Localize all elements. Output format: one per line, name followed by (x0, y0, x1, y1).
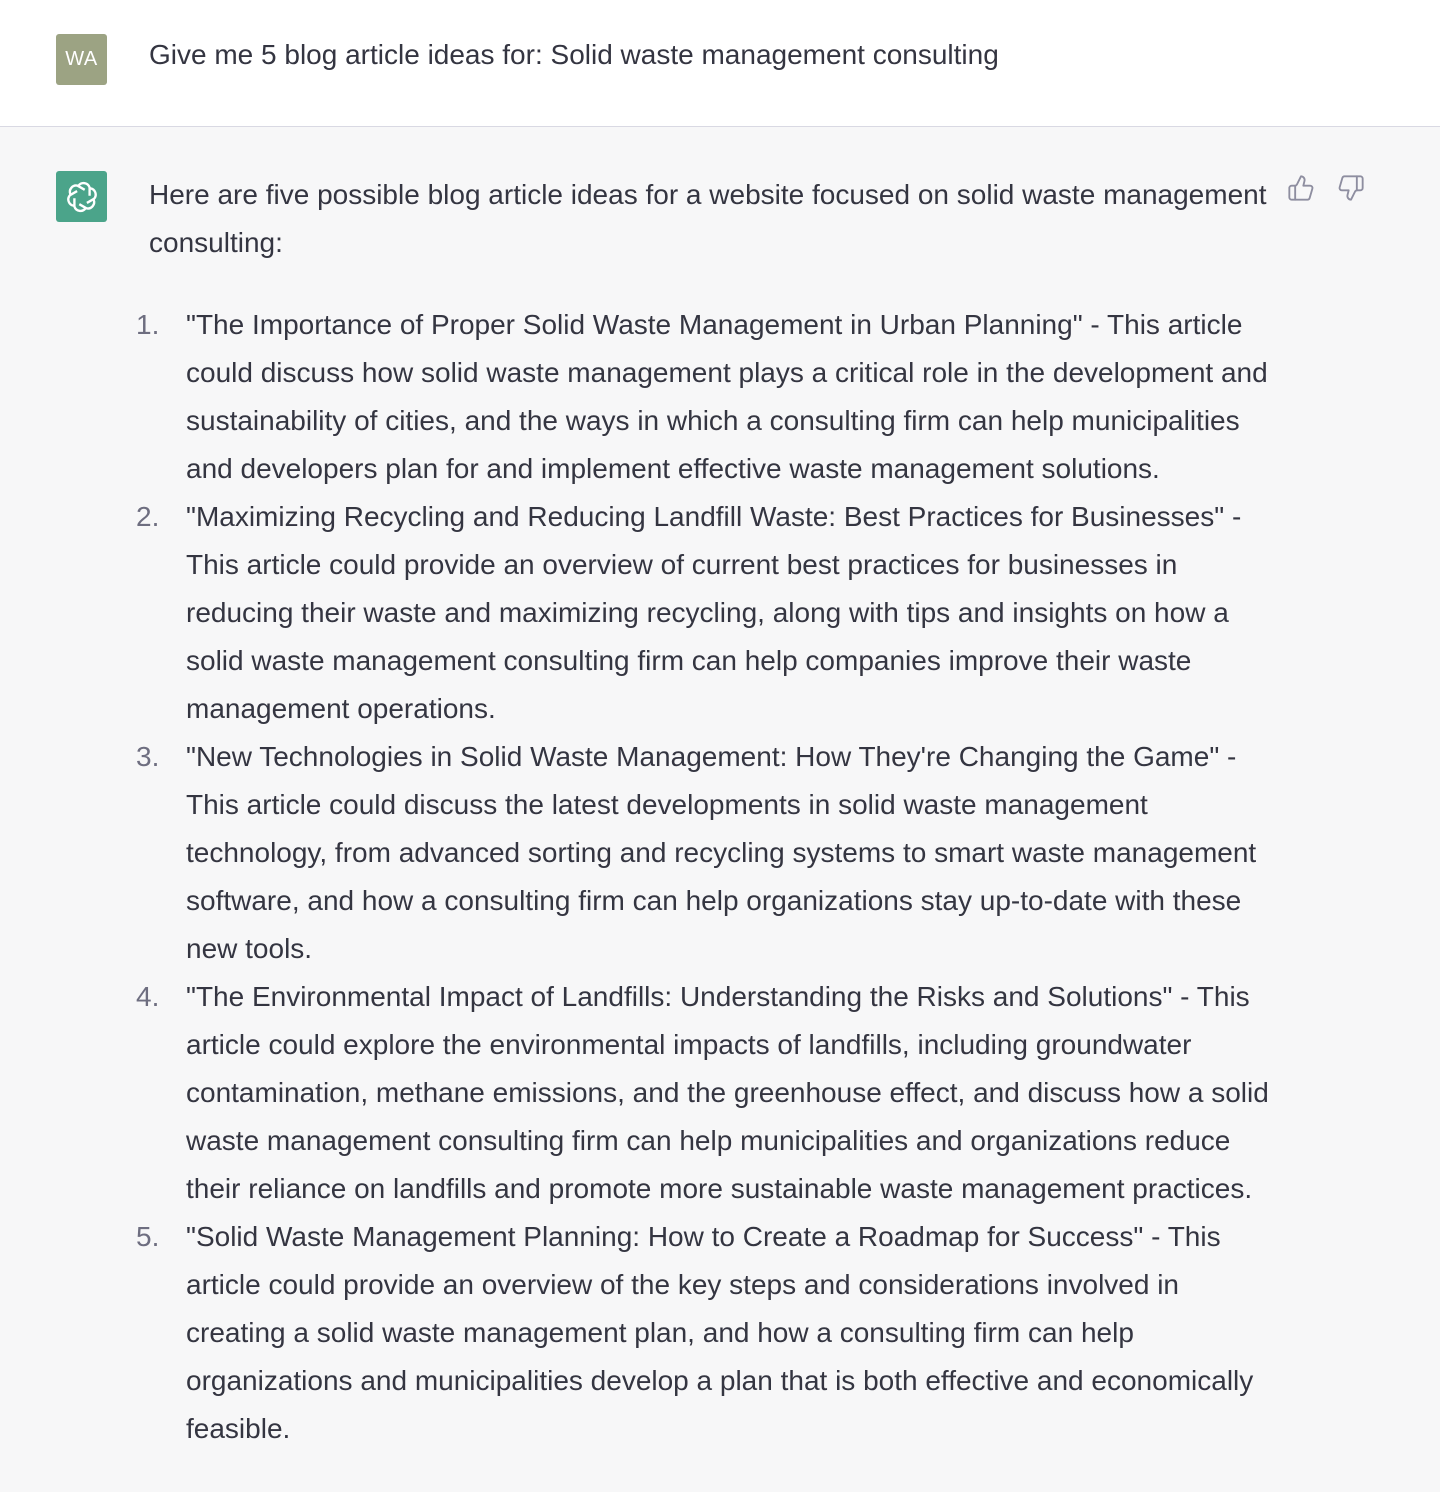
list-number: 5. (136, 1221, 160, 1252)
thumbs-up-icon (1287, 173, 1315, 203)
list-item (136, 973, 1274, 1213)
feedback-buttons (1286, 171, 1366, 205)
list-number: 4. (136, 981, 160, 1012)
list-item-text: "The Importance of Proper Solid Waste Management in Urban Planning" - This article could discuss how solid waste management plays a critical role in the development and sustainability of cities, and the ways in which a consulting firm can help municipalities and developers plan for and implement effective waste management solutions. (186, 309, 1268, 484)
idea-list (136, 301, 1274, 1453)
thumbs-up-button[interactable] (1286, 171, 1316, 205)
assistant-intro: Here are five possible blog article ideas for a website focused on solid waste management consulting: (149, 179, 1267, 258)
list-number: 1. (136, 309, 160, 340)
assistant-message-content (136, 171, 1274, 1453)
list-item-text: "Maximizing Recycling and Reducing Landfill Waste: Best Practices for Businesses" - This article could provide an overview of current best practices for businesses in reducing their waste and maximizing recycling, along with tips and insights on how a solid waste management consulting firm can help companies improve their waste management operations. (186, 501, 1242, 724)
list-item (136, 733, 1274, 973)
thumbs-down-icon (1337, 173, 1365, 203)
list-number: 2. (136, 501, 160, 532)
thumbs-down-button[interactable] (1336, 171, 1366, 205)
list-item (136, 1213, 1274, 1453)
user-message-row (0, 0, 1440, 127)
user-avatar: WA (56, 34, 107, 85)
list-item (136, 493, 1274, 733)
openai-logo-icon (63, 178, 101, 216)
user-message-text: Give me 5 blog article ideas for: Solid waste management consulting (149, 39, 999, 70)
list-item-text: "The Environmental Impact of Landfills: Understanding the Risks and Solutions" - This article could explore the environmental impacts of landfills, including groundwater contamination, methane emissions, and the greenhouse effect, and discuss how a solid waste management consulting firm can help municipalities and organizations reduce their reliance on landfills and promote more sustainable waste management practices. (186, 981, 1269, 1204)
list-item-text: "Solid Waste Management Planning: How to Create a Roadmap for Success" - This article could provide an overview of the key steps and considerations involved in creating a solid waste management plan, and how a consulting firm can help organizations and municipalities develop a plan that is both effective and economically feasible. (186, 1221, 1254, 1444)
list-item (136, 301, 1274, 493)
assistant-message-row (0, 127, 1440, 1492)
list-number: 3. (136, 741, 160, 772)
assistant-avatar (56, 171, 107, 222)
list-item-text: "New Technologies in Solid Waste Management: How They're Changing the Game" - This article could discuss the latest developments in solid waste management technology, from advanced sorting and recycling systems to smart waste management software, and how a consulting firm can help organizations stay up-to-date with these new tools. (186, 741, 1257, 964)
